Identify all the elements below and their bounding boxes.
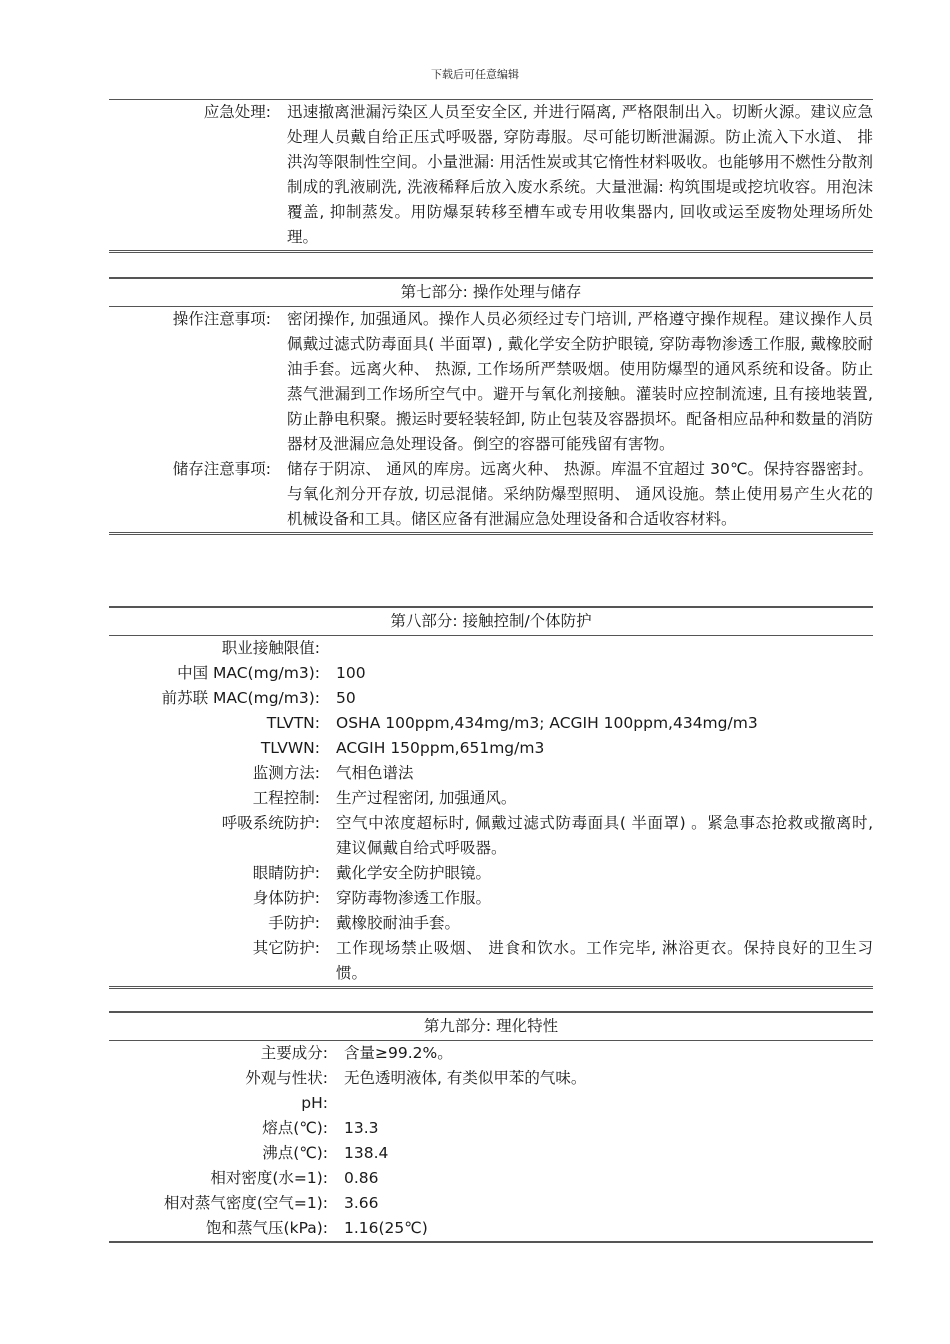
row-label: 相对密度(水=1):	[210, 1169, 328, 1187]
page-header: 下载后可任意编辑	[431, 68, 519, 81]
row-ph	[109, 1091, 873, 1116]
row-value	[328, 1091, 873, 1116]
row-label: 监测方法:	[252, 764, 320, 782]
section-end-rule	[109, 532, 873, 535]
row-relative-density	[109, 1166, 873, 1191]
row-label: 职业接触限值:	[221, 639, 320, 657]
section-title: 第七部分: 操作处理与储存	[109, 277, 873, 307]
section-end-rule	[109, 986, 873, 989]
row-vapor-density	[109, 1191, 873, 1216]
row-composition	[109, 1041, 873, 1066]
row-boiling-point	[109, 1141, 873, 1166]
row-value: 13.3	[344, 1119, 379, 1137]
row-melting-point	[109, 1116, 873, 1141]
row-china-mac	[109, 661, 873, 686]
row-label: 沸点(℃):	[262, 1144, 328, 1162]
row-value: 1.16(25℃)	[344, 1219, 428, 1237]
row-tlvwn	[109, 736, 873, 761]
row-handling	[109, 307, 873, 457]
row-label: TLVWN:	[260, 739, 320, 757]
row-label: 应急处理:	[203, 103, 271, 121]
row-value: OSHA 100ppm,434mg/m3; ACGIH 100ppm,434mg/m3	[336, 714, 758, 732]
row-ussr-mac	[109, 686, 873, 711]
row-label: 手防护:	[268, 914, 320, 932]
section-end-rule	[109, 250, 873, 253]
row-label: 相对蒸气密度(空气=1):	[163, 1194, 328, 1212]
row-label: 呼吸系统防护:	[221, 814, 320, 832]
row-label: 身体防护:	[252, 889, 320, 907]
row-label: 主要成分:	[260, 1044, 328, 1062]
row-label: 操作注意事项:	[172, 310, 271, 328]
section-8	[109, 606, 873, 989]
row-label: 前苏联 MAC(mg/m3):	[161, 689, 320, 707]
row-label: 外观与性状:	[245, 1069, 328, 1087]
row-value: 储存于阴凉、 通风的库房。远离火种、 热源。库温不宜超过 30℃。保持容器密封。与氧化剂分开存放, 切忌混储。采纳防爆型照明、 通风设施。禁止使用易产生火花的机械设备和工具。储区应备有泄漏应急处理设备和合适收容材料。	[287, 460, 873, 528]
row-respiratory	[109, 811, 873, 861]
row-value: 空气中浓度超标时, 佩戴过滤式防毒面具( 半面罩) 。紧急事态抢救或撤离时, 建议佩戴自给式呼吸器。	[336, 814, 873, 857]
row-eye	[109, 861, 873, 886]
row-value: 戴橡胶耐油手套。	[336, 914, 461, 932]
row-value: 生产过程密闭, 加强通风。	[336, 789, 517, 807]
row-value: 气相色谱法	[336, 764, 414, 782]
section-7	[109, 277, 873, 535]
row-label: 熔点(℃):	[262, 1119, 328, 1137]
row-label: 饱和蒸气压(kPa):	[206, 1219, 328, 1237]
row-value: 3.66	[344, 1194, 379, 1212]
row-value: 含量≥99.2%。	[344, 1044, 453, 1062]
row-label: 工程控制:	[252, 789, 320, 807]
row-value: 50	[336, 689, 356, 707]
row-engineering	[109, 786, 873, 811]
row-value: ACGIH 150ppm,651mg/m3	[336, 739, 545, 757]
row-emergency	[109, 100, 873, 250]
row-value: 工作现场禁止吸烟、 进食和饮水。工作完毕, 淋浴更衣。保持良好的卫生习惯。	[336, 939, 873, 982]
row-other	[109, 936, 873, 986]
row-label: 中国 MAC(mg/m3):	[177, 664, 320, 682]
row-value: 穿防毒物渗透工作服。	[336, 889, 492, 907]
row-label: 储存注意事项:	[172, 460, 271, 478]
section-title: 第九部分: 理化特性	[109, 1011, 873, 1041]
section-emergency	[109, 99, 873, 253]
row-label: 眼睛防护:	[252, 864, 320, 882]
row-exposure-limits	[109, 636, 873, 661]
row-value: 100	[336, 664, 366, 682]
row-value	[320, 636, 873, 661]
row-monitoring	[109, 761, 873, 786]
row-value: 无色透明液体, 有类似甲苯的气味。	[344, 1069, 587, 1087]
section-end-rule	[109, 1241, 873, 1243]
row-label: TLVTN:	[266, 714, 320, 732]
row-body	[109, 886, 873, 911]
row-hand	[109, 911, 873, 936]
row-value: 迅速撤离泄漏污染区人员至安全区, 并进行隔离, 严格限制出入。切断火源。建议应急处理人员戴自给正压式呼吸器, 穿防毒服。尽可能切断泄漏源。防止流入下水道、 排洪沟等限制性空间。小量泄漏: 用活性炭或其它惰性材料吸收。也能够用不燃性分散剂制成的乳液刷洗, 洗液稀释后放入废水系统。大量泄漏: 构筑围堤或挖坑收容。用泡沫覆盖, 抑制蒸发。用防爆泵转移至槽车或专用收集器内, 回收或运至废物处理场所处理。	[287, 103, 873, 246]
row-value: 戴化学安全防护眼镜。	[336, 864, 492, 882]
section-9	[109, 1011, 873, 1243]
row-storage	[109, 457, 873, 532]
row-value: 0.86	[344, 1169, 379, 1187]
row-appearance	[109, 1066, 873, 1091]
row-label: pH:	[301, 1094, 328, 1112]
section-title: 第八部分: 接触控制/个体防护	[109, 606, 873, 636]
row-value: 138.4	[344, 1144, 389, 1162]
row-label: 其它防护:	[252, 939, 320, 957]
row-vapor-pressure	[109, 1216, 873, 1241]
row-tlvtn	[109, 711, 873, 736]
row-value: 密闭操作, 加强通风。操作人员必须经过专门培训, 严格遵守操作规程。建议操作人员佩戴过滤式防毒面具( 半面罩) , 戴化学安全防护眼镜, 穿防毒物渗透工作服, 戴橡胶耐油手套。远离火种、 热源, 工作场所严禁吸烟。使用防爆型的通风系统和设备。防止蒸气泄漏到工作场所空气中。避开与氧化剂接触。灌装时应控制流速, 且有接地装置, 防止静电积聚。搬运时要轻装轻卸, 防止包装及容器损坏。配备相应品种和数量的消防器材及泄漏应急处理设备。倒空的容器可能残留有害物。	[287, 310, 873, 453]
